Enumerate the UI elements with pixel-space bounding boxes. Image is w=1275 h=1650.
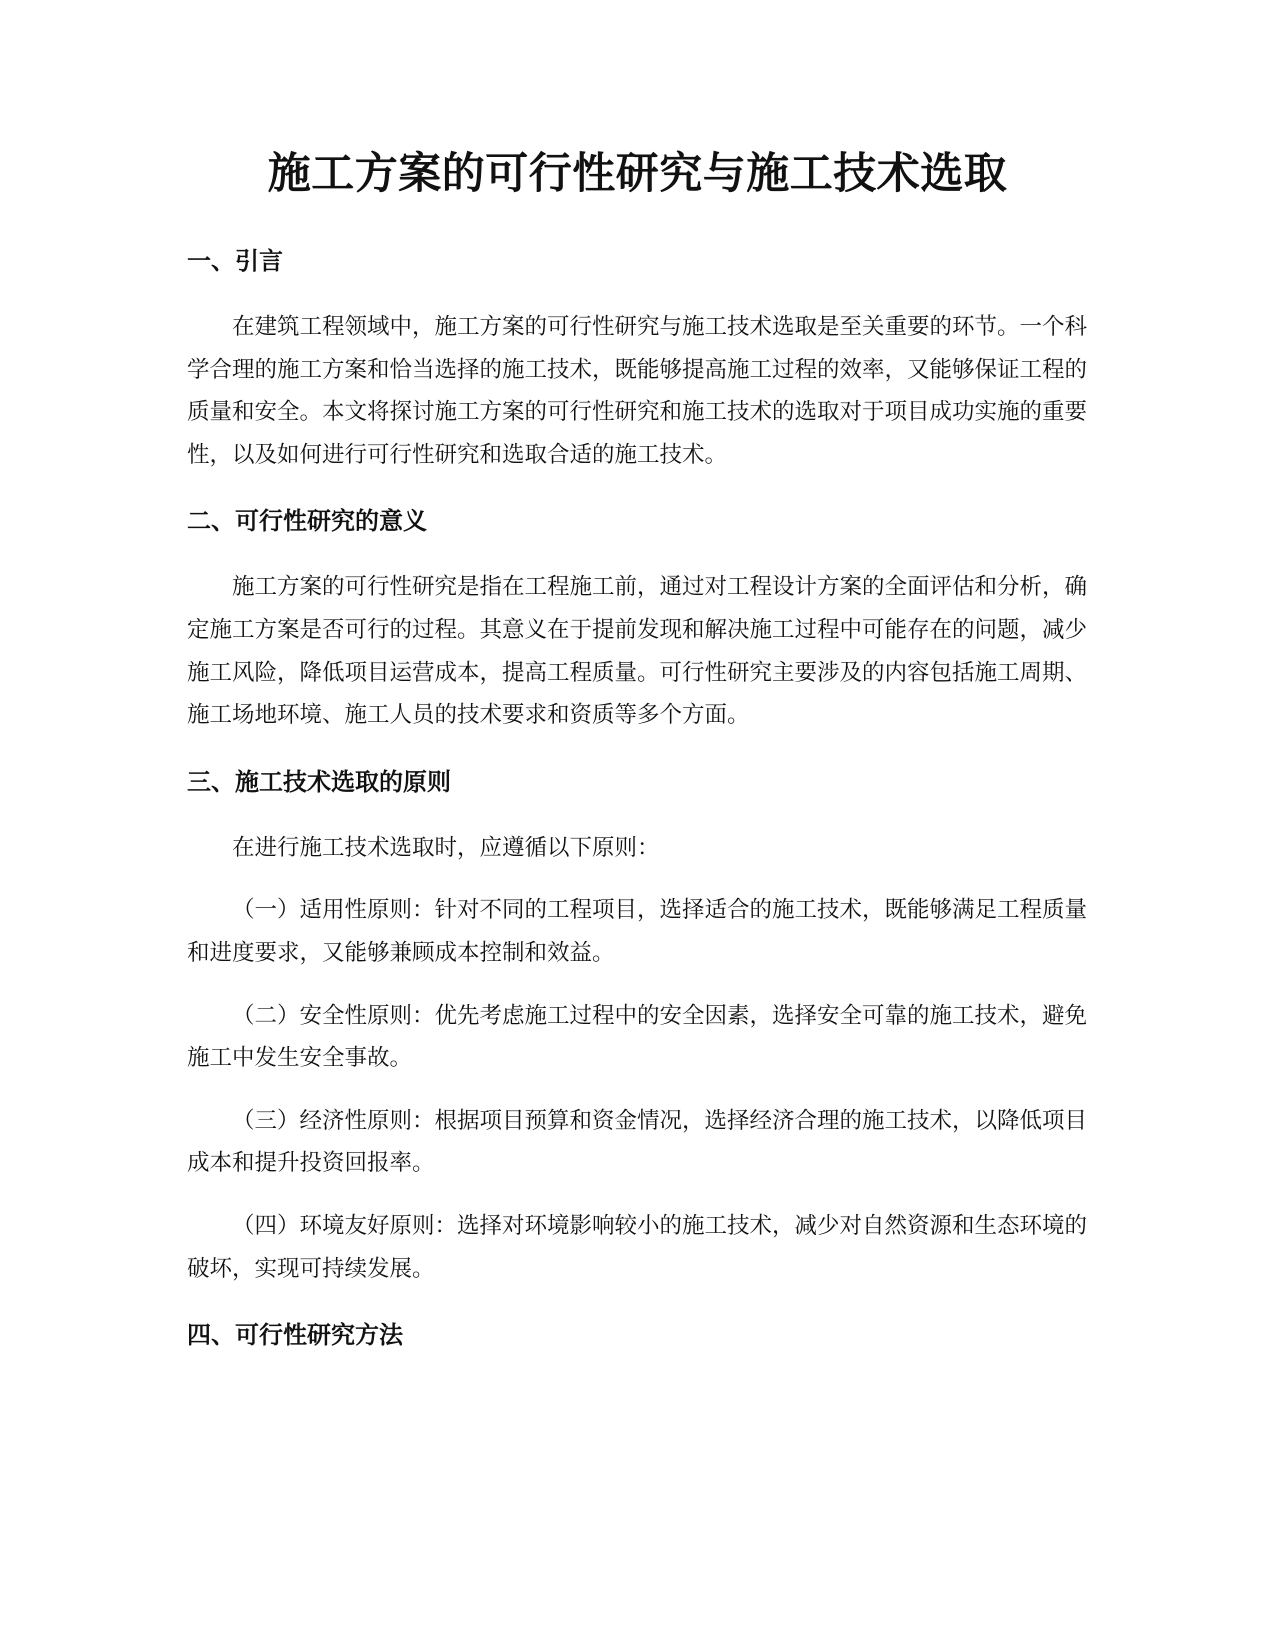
principle-safety: （二）安全性原则：优先考虑施工过程中的安全因素，选择安全可靠的施工技术，避免施工中发生安全事故。	[187, 1002, 1088, 1072]
document-body	[187, 240, 1087, 1356]
paragraph: 在建筑工程领域中，施工方案的可行性研究与施工技术选取是至关重要的环节。一个科学合理的施工方案和恰当选择的施工技术，既能够提高施工过程的效率，又能够保证工程的质量和安全。本文将探讨施工方案的可行性研究和施工技术的选取对于项目成功实施的重要性，以及如何进行可行性研究和选取合适的施工技术。	[187, 314, 1088, 468]
principle-applicability: （一）适用性原则：针对不同的工程项目，选择适合的施工技术，既能够满足工程质量和进度要求，又能够兼顾成本控制和效益。	[187, 897, 1088, 966]
principle-economy: （三）经济性原则：根据项目预算和资金情况，选择经济合理的施工技术，以降低项目成本和提升投资回报率。	[187, 1107, 1088, 1177]
document-title: 施工方案的可行性研究与施工技术选取	[267, 149, 1008, 199]
section-heading-feasibility-methods: 四、可行性研究方法	[187, 1321, 403, 1350]
section-heading-selection-principles: 三、施工技术选取的原则	[187, 767, 451, 796]
section-heading-feasibility-significance: 二、可行性研究的意义	[187, 507, 427, 536]
principle-environment: （四）环境友好原则：选择对环境影响较小的施工技术，减少对自然资源和生态环境的破坏，实现可持续发展。	[187, 1212, 1088, 1282]
paragraph: 施工方案的可行性研究是指在工程施工前，通过对工程设计方案的全面评估和分析，确定施工方案是否可行的过程。其意义在于提前发现和解决施工过程中可能存在的问题，减少施工风险，降低项目运营成本，提高工程质量。可行性研究主要涉及的内容包括施工周期、施工场地环境、施工人员的技术要求和资质等多个方面。	[187, 574, 1088, 729]
section-heading-intro: 一、引言	[187, 247, 283, 275]
paragraph: 在进行施工技术选取时，应遵循以下原则：	[232, 834, 660, 861]
